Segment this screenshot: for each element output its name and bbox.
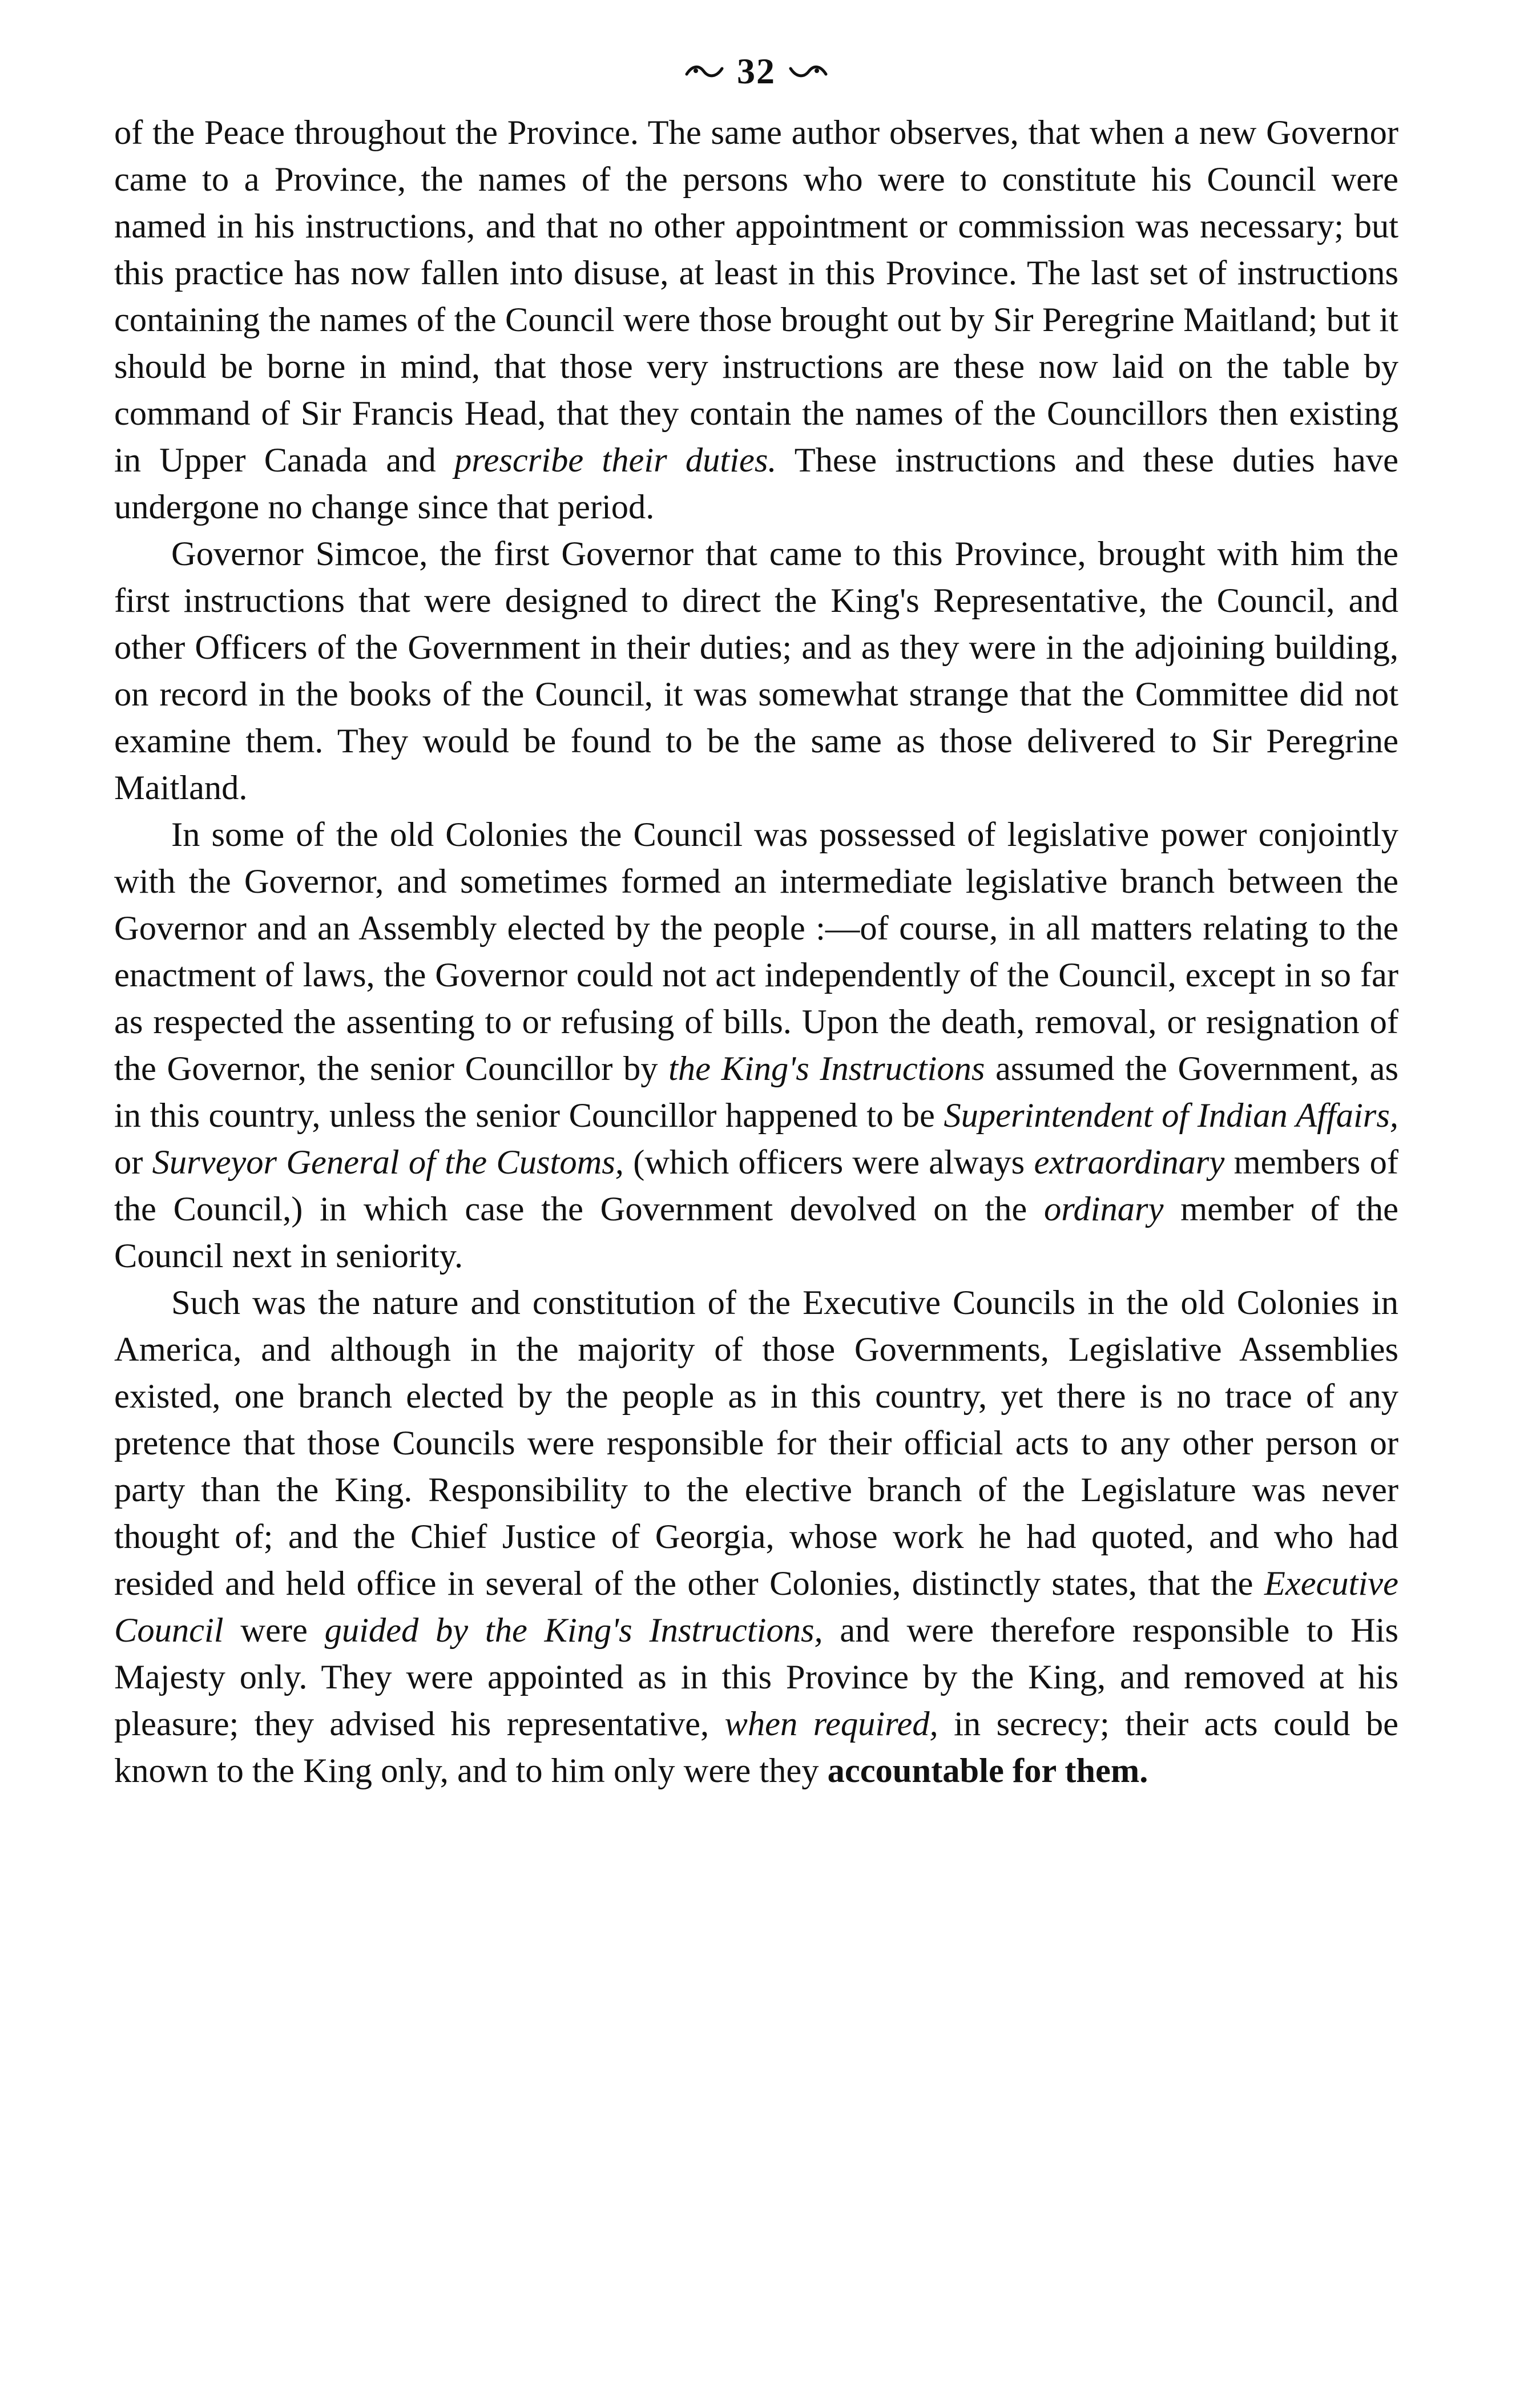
italic-text-run: when required, [724,1705,938,1743]
italic-text-run: the King's Instructions [668,1050,985,1088]
page-header [114,46,1398,97]
document-page [114,46,1398,2357]
paragraph [114,110,1398,531]
paragraph [114,812,1398,1280]
italic-text-run: prescribe their duties. [454,441,777,479]
text-run: These instructions and these duties have undergone no change since that period. [114,441,1398,526]
italic-text-run: extraordinary [1034,1143,1225,1182]
page-number: 32 [737,51,776,91]
text-run: Such was the nature and constitution of the Executive Councils in the old Colonies in America, and although in the majority of those Governments, Legislative Assemblies existed, one branch elected by the people as in this country, yet there is no trace of any pretence that those Councils were responsible for their official acts to any other person or party than the King. Responsibility to the elective branch of the Legislature was never thought of; and the Chief Justice of Georgia, whose work he had quoted, and who had resided and held office in several of the other Colonies, distinctly states, that the [114,1284,1398,1603]
italic-text-run: guided by the King's Instructions, [324,1611,823,1650]
text-run: and were therefore responsible to His Majesty only. They were appointed as in this Province by the King, and removed at his pleasure; they advised his representative, [114,1611,1398,1743]
body-text [114,110,1398,1795]
text-run: (which officers were always [623,1143,1034,1182]
text-run: or [114,1143,152,1182]
text-run: member of the Council next in seniority. [114,1190,1398,1275]
text-run: In some of the old Colonies the Council was possessed of legislative power conjointly with the Governor, and sometimes formed an intermediate legislative branch between the Governor and an Assembly elected by the people :—of course, in all matters relating to the enactment of laws, the Governor could not act independently of the Council, except in so far as respected the assenting to or refusing of bills. Upon the death, removal, or resignation of the Governor, the senior Councillor by [114,816,1398,1088]
paragraph [114,531,1398,812]
italic-text-run: Executive Council [114,1565,1398,1650]
italic-text-run: Surveyor General of the Customs, [152,1143,624,1182]
text-run: assumed the Government, as in this country, unless the senior Councillor happened to be [114,1050,1398,1135]
text-run: members of the Council,) in which case the Government devolved on the [114,1143,1398,1228]
text-run: in secrecy; their acts could be known to the King only, and to him only were they [114,1705,1398,1790]
italic-text-run: Superintendent of Indian Affairs, [944,1096,1398,1135]
text-run: Governor Simcoe, the first Governor that came to this Province, brought with him the first instructions that were designed to direct the King's Representative, the Council, and other Officers of the Government in their duties; and as they were in the adjoining building, on record in the books of the Council, it was somewhat strange that the Committee did not examine them. They would be found to be the same as those delivered to Sir Peregrine Maitland. [114,535,1398,807]
text-run: were [223,1611,325,1650]
ornament-left-icon [684,63,724,80]
italic-text-run: ordinary [1043,1190,1164,1228]
bold-text-run: accountable for them. [827,1752,1148,1790]
ornament-right-icon [788,63,828,80]
paragraph [114,1280,1398,1795]
text-run: of the Peace throughout the Province. The same author observes, that when a new Governor came to a Province, the names of the persons who were to constitute his Council were named in his instructions, and that no other appointment or commission was necessary; but this practice has now fallen into disuse, at least in this Province. The last set of instructions containing the names of the Council were those brought out by Sir Peregrine Maitland; but it should be borne in mind, that those very instructions are these now laid on the table by command of Sir Francis Head, that they contain the names of the Councillors then existing in Upper Canada and [114,114,1398,479]
